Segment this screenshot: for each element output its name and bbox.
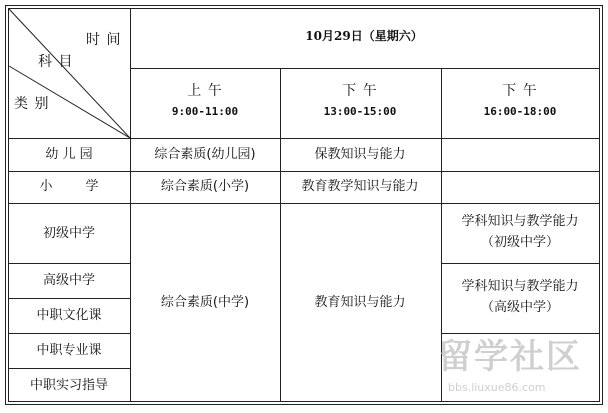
session-3-period: 下 午 xyxy=(502,83,538,99)
category-vocational-culture: 中职文化课 xyxy=(36,308,102,323)
category-primary: 小 学 xyxy=(39,179,99,194)
category-kindergarten: 幼 儿 园 xyxy=(45,147,93,162)
cell-primary-morning: 综合素质(小学) xyxy=(160,179,250,194)
category-vocational-major: 中职专业课 xyxy=(36,343,102,358)
cell-junior-afternoon-2-line2: （初级中学） xyxy=(480,235,560,250)
category-senior-high: 高级中学 xyxy=(42,273,96,288)
cell-primary-afternoon-1: 教育教学知识与能力 xyxy=(301,179,419,194)
cell-secondary-morning: 综合素质(中学) xyxy=(160,295,250,310)
session-3-time: 16:00-18:00 xyxy=(483,105,557,118)
corner-subject-label: 科 目 xyxy=(38,54,74,70)
date-header: 10月29日（星期六） xyxy=(305,29,423,43)
corner-time-label: 时 间 xyxy=(86,32,122,48)
cell-kindergarten-afternoon-1: 保教知识与能力 xyxy=(314,147,406,162)
session-2-period: 下 午 xyxy=(342,83,378,99)
cell-secondary-afternoon-1: 教育知识与能力 xyxy=(314,295,406,310)
watermark-url: bbs.liuxue86.com xyxy=(448,381,546,394)
session-1-time: 9:00-11:00 xyxy=(171,105,239,118)
cell-senior-afternoon-2-line2: （高级中学） xyxy=(480,300,560,315)
cell-kindergarten-morning: 综合素质(幼儿园) xyxy=(154,147,256,162)
watermark-logo-text: 留学社区 xyxy=(438,337,582,377)
cell-senior-afternoon-2-line1: 学科知识与教学能力 xyxy=(461,279,579,294)
cell-junior-afternoon-2-line1: 学科知识与教学能力 xyxy=(461,214,579,229)
session-2-time: 13:00-15:00 xyxy=(323,105,397,118)
category-junior-middle: 初级中学 xyxy=(42,226,96,241)
corner-category-label: 类 别 xyxy=(14,96,50,112)
session-1-period: 上 午 xyxy=(187,83,223,99)
category-vocational-internship: 中职实习指导 xyxy=(29,378,109,393)
